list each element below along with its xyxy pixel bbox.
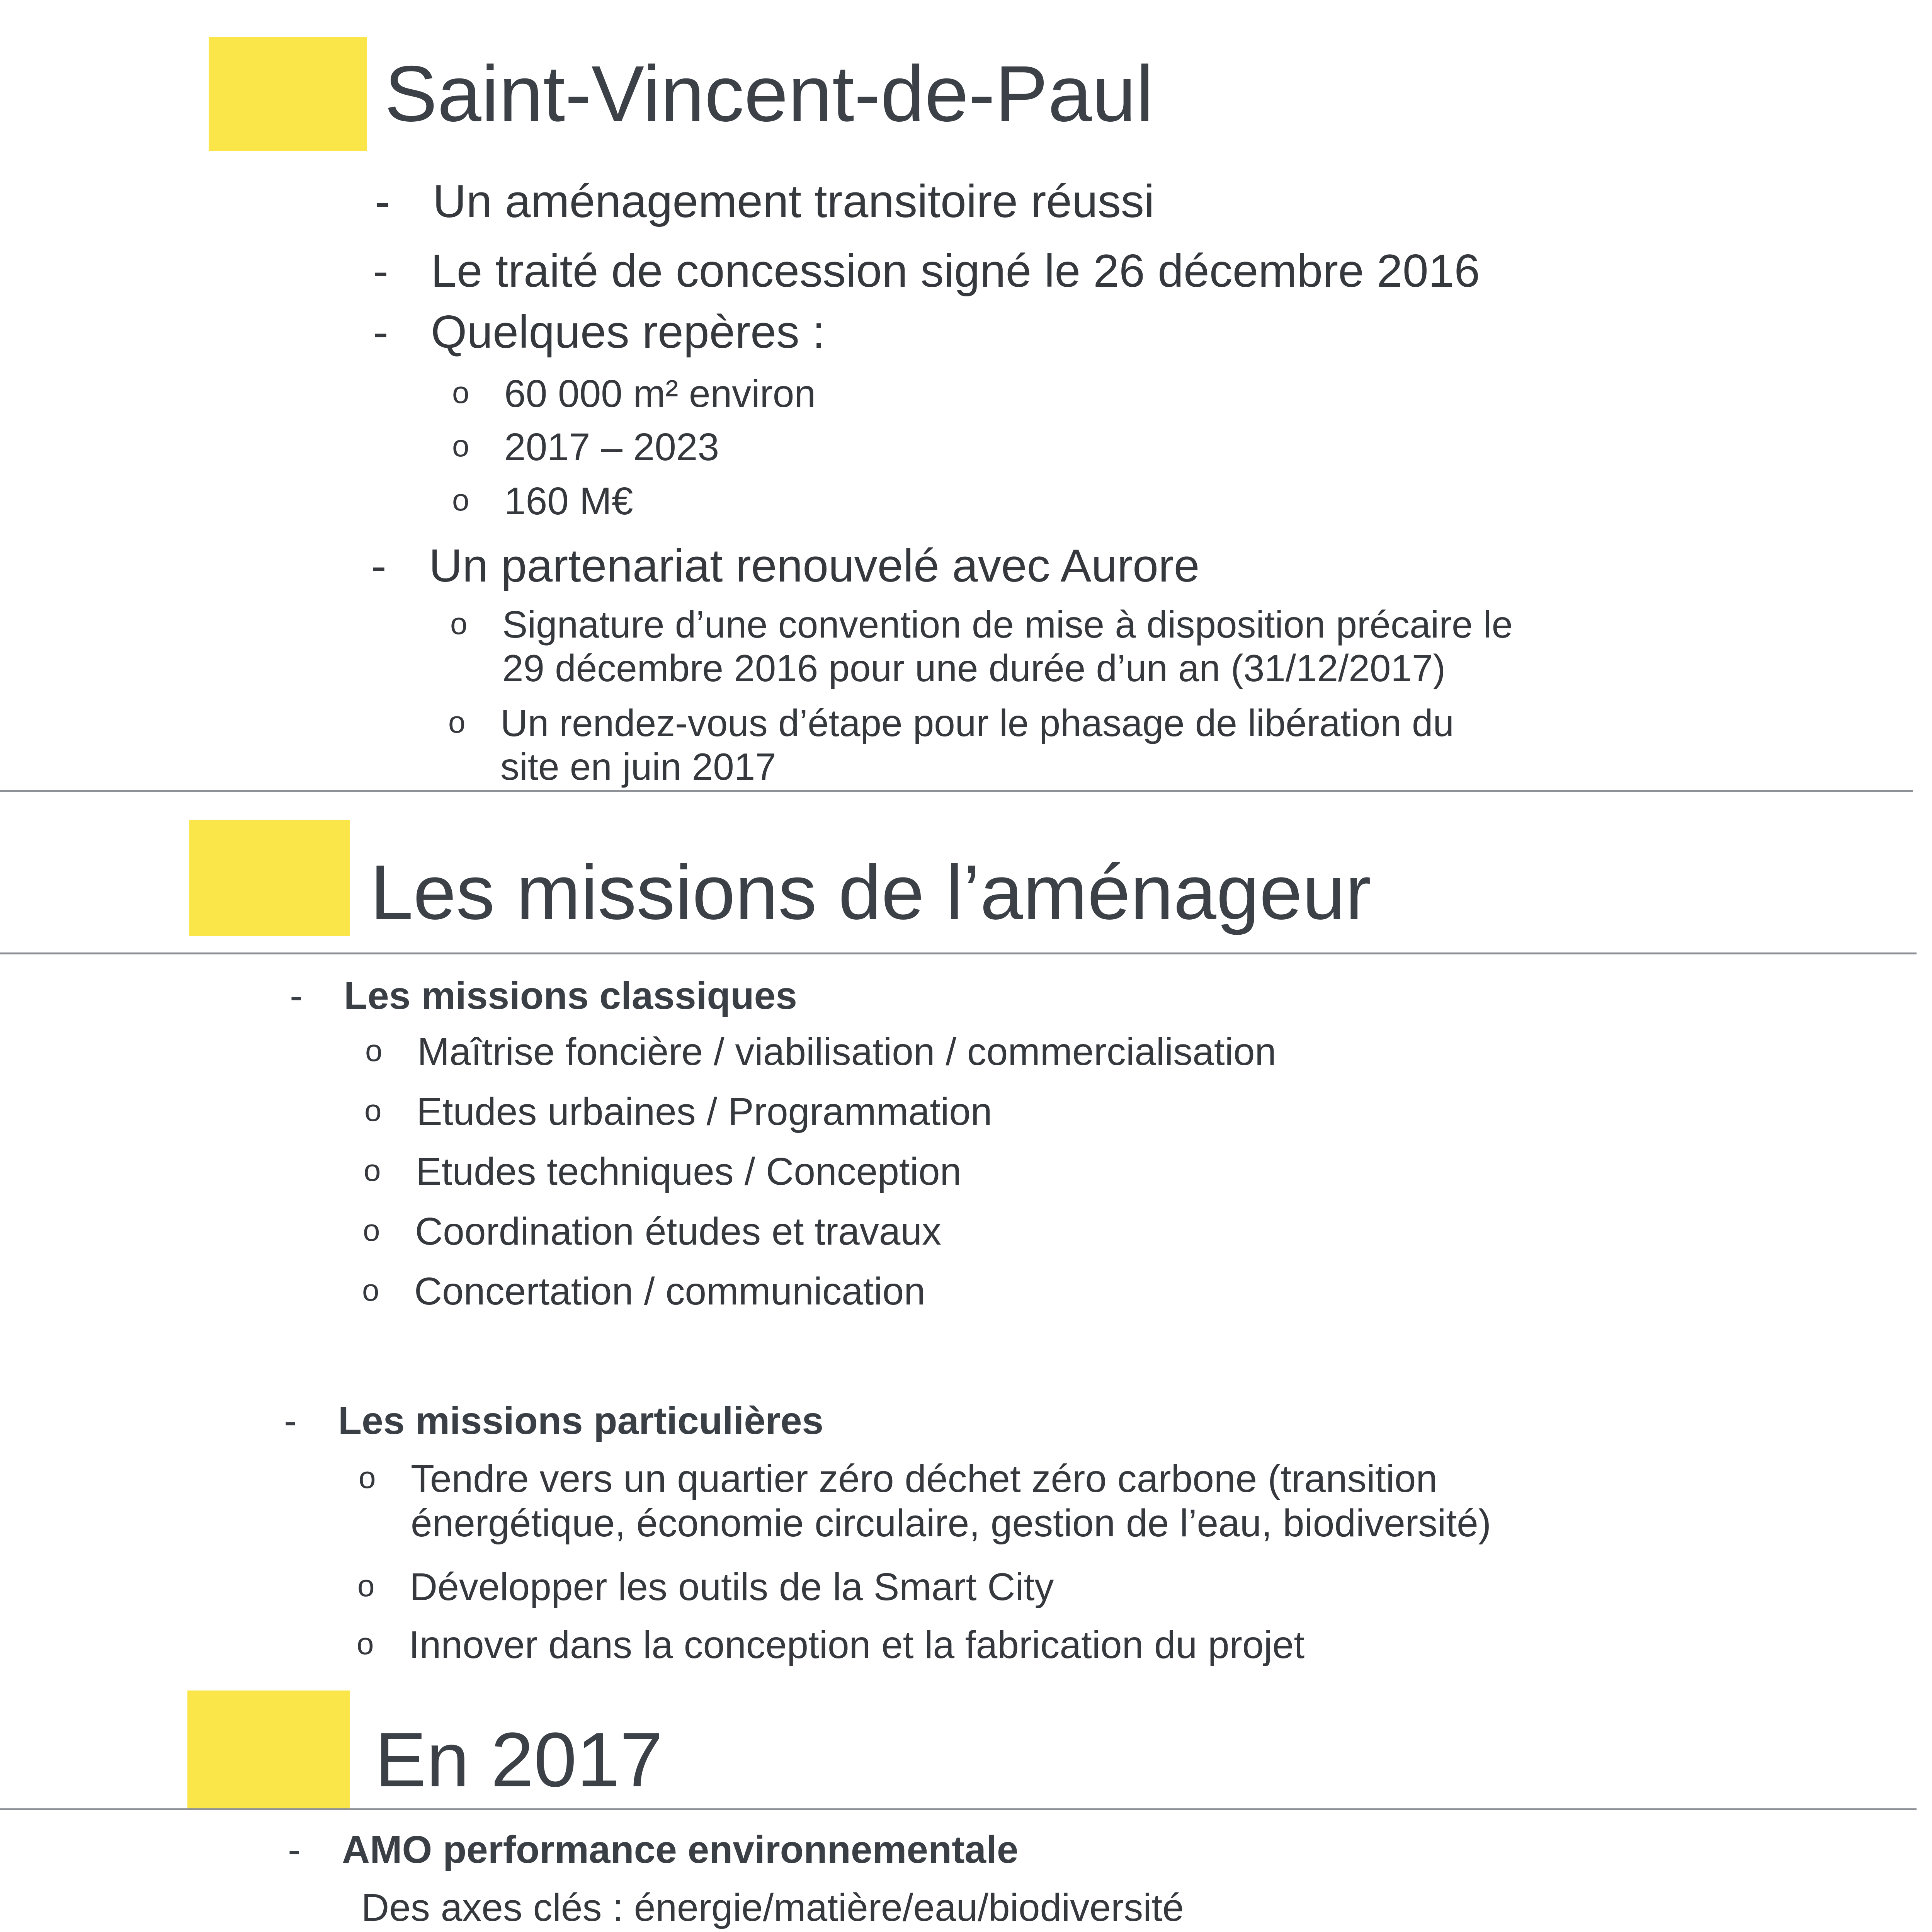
slide-title: En 2017 [375, 1717, 663, 1803]
circle-bullet: o [450, 606, 468, 641]
circle-bullet: o [363, 1213, 380, 1247]
circle-bullet: o [362, 1273, 379, 1307]
highlight-marker [187, 1690, 350, 1808]
intro-text: Des axes clés : énergie/matière/eau/biodiversité [361, 1886, 1184, 1929]
dash-bullet: - [373, 245, 388, 297]
circle-bullet: o [364, 1093, 382, 1128]
circle-bullet: o [365, 1033, 383, 1068]
list-item: - Un partenariat renouvelé avec Aurore [371, 540, 1200, 592]
section-heading: - Les missions classiques [290, 974, 797, 1017]
sub-list-item: o 160 M€ [452, 480, 633, 523]
dash-bullet: - [371, 540, 386, 592]
slide-title: Les missions de l’aménageur [370, 849, 1371, 935]
strip-edge [0, 1808, 1917, 1810]
slide-saint-vincent-de-paul [0, 0, 1932, 792]
circle-bullet: o [357, 1568, 375, 1603]
circle-bullet: o [452, 375, 469, 410]
sub-list-item: o Signature d’une convention de mise à disposition précaire le 29 décembre 2016 pour une durée d’un an (31/12/2017) [450, 603, 1513, 689]
sub-list-item: o 2017 – 2023 [452, 425, 719, 469]
section-heading: - AMO performance environnementale [288, 1828, 1019, 1871]
circle-bullet: o [359, 1460, 376, 1495]
slide-en-2017-header [0, 1677, 1917, 1808]
sub-list-item: o Innover dans la conception et la fabrication du projet [357, 1623, 1305, 1667]
circle-bullet: o [357, 1626, 374, 1661]
dash-bullet: - [290, 974, 303, 1017]
dash-bullet: - [284, 1399, 297, 1442]
list-item: - Le traité de concession signé le 26 décembre 2016 [373, 245, 1480, 297]
sub-list-item: o Etudes techniques / Conception [364, 1150, 962, 1193]
sub-list-item: o Développer les outils de la Smart City [357, 1565, 1054, 1609]
sub-list-item: o Maîtrise foncière / viabilisation / commercialisation [365, 1030, 1277, 1073]
circle-bullet: o [364, 1153, 381, 1187]
section-heading: - Les missions particulières [284, 1399, 824, 1442]
sub-list-item: o Un rendez-vous d’étape pour le phasage de libération du site en juin 2017 [448, 702, 1454, 788]
sub-list-item: o Tendre vers un quartier zéro déchet zéro carbone (transition énergétique, économie circulaire, gestion de l’eau, biodiversité) [359, 1457, 1492, 1545]
list-item: - Quelques repères : [373, 306, 825, 358]
slide-en-2017-body [0, 1812, 1917, 1932]
dash-bullet: - [375, 175, 390, 227]
sub-list-item: o Coordination études et travaux [363, 1210, 941, 1253]
sub-list-item: o Etudes urbaines / Programmation [364, 1090, 992, 1133]
slide-missions-body [0, 954, 1917, 1673]
slide-title: Saint-Vincent-de-Paul [384, 49, 1154, 138]
sub-list-item: o Concertation / communication [362, 1270, 925, 1313]
highlight-marker [209, 37, 367, 151]
dash-bullet: - [288, 1828, 301, 1871]
sub-list-item: o 60 000 m² environ [452, 372, 816, 415]
dash-bullet: - [373, 306, 388, 358]
circle-bullet: o [448, 705, 466, 739]
circle-bullet: o [452, 483, 469, 517]
list-item: - Un aménagement transitoire réussi [375, 175, 1155, 227]
circle-bullet: o [452, 429, 469, 463]
highlight-marker [189, 820, 350, 936]
